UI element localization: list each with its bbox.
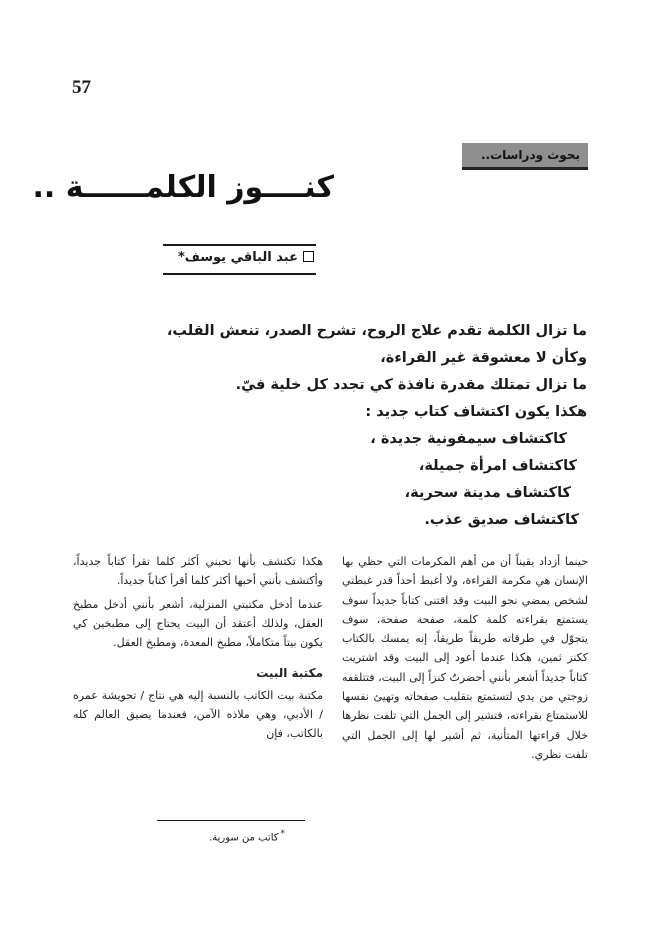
author-line [178,250,314,265]
poem [47,318,587,534]
footnote-marker: * [280,829,285,839]
poem-line: ما تزال الكلمة تقدم علاج الروح، تشرح الصدر، تنعش القلب، [166,323,587,339]
section-band [462,143,588,170]
square-bullet-icon [303,251,314,262]
article-title: كنــــوز الكلمــــــة .. [32,170,334,205]
poem-line: كاكتشاف مدينة سحرية، [404,485,571,501]
body-paragraph: حينما أزداد يقيناً أن من أهم المكرمات التي حظي بها الإنسان هي مكرمة القراءة، ولا أغبط أحداً قدر غبطتي لشخص يمضي نحو البيت وقد اقتنى كتاباً جديداً سوف يستمتع بقراءته كلمة كلمة، صفحة صفحة، سوف يتجوّل في طرقاته طريقاً طريقاً، إنه يمسك بالكتاب ككنز ثمين، هكذا عندما أعود إلى البيت وقد اشتريت كتاباً جديداً أشعر بأنني أحضرتُ كنزاً إلى البيت، فتتلقفه زوجتي من يدي لتستمتع بتقليب صفحاته وتهيئ نفسها للاستمتاع بقراءته، فتشير إلى الجمل التي تلفت نظرها خلال قراءتها المتأنية، ثم أشير لها إلى الجمل التي تلفت نظري. [342,555,588,761]
author-rule-bottom [163,273,316,275]
body-column-left [73,552,323,748]
poem-line: كاكتشاف سيمفونية جديدة ، [370,431,567,447]
body-column-right [342,552,588,768]
poem-line: كاكتشاف امرأة جميلة، [418,458,577,474]
section-subheading: مكتبة البيت [256,666,323,681]
body-paragraph: هكذا تكتشف بأنها تحبني أكثر كلما تقرأ كتاباً جديداً، وأكتشف بأنني أحبها أكثر كلما أقرأ كتاباً جديداً. [73,555,323,588]
author-rule-top [163,244,316,246]
page-number: 57 [72,77,91,98]
footnote [209,829,285,843]
poem-line: وكأن لا معشوقة غير القراءة، [380,350,587,366]
footnote-text: كاتب من سورية. [209,832,279,844]
footnote-rule [157,820,305,821]
body-paragraph: عندما أدخل مكتبتي المنزلية، أشعر بأنني أدخل مطبخ العقل، ولذلك أعتقد أن البيت يحتاج إلى مطبخين كي يكون بيتاً متكاملاً، مطبخ المعدة، ومطبخ العقل. [73,597,323,650]
author-name: عبد الباقي يوسف* [177,250,298,265]
section-label: بحوث ودراسات.. [480,148,580,162]
body-paragraph: مكتبة بيت الكاتب بالنسبة إليه هي نتاج / تحويشة عمره / الأدبي، وهي ملاذه الآمن، فعندما يضيق العالم كله بالكاتب، فإن [73,688,323,741]
poem-line: ما تزال تمتلك مقدرة نافذة كي تجدد كل خلية فيّ. [235,377,587,393]
poem-line: كاكتشاف صديق عذب. [424,512,579,528]
poem-line: هكذا يكون اكتشاف كتاب جديد : [365,404,587,420]
